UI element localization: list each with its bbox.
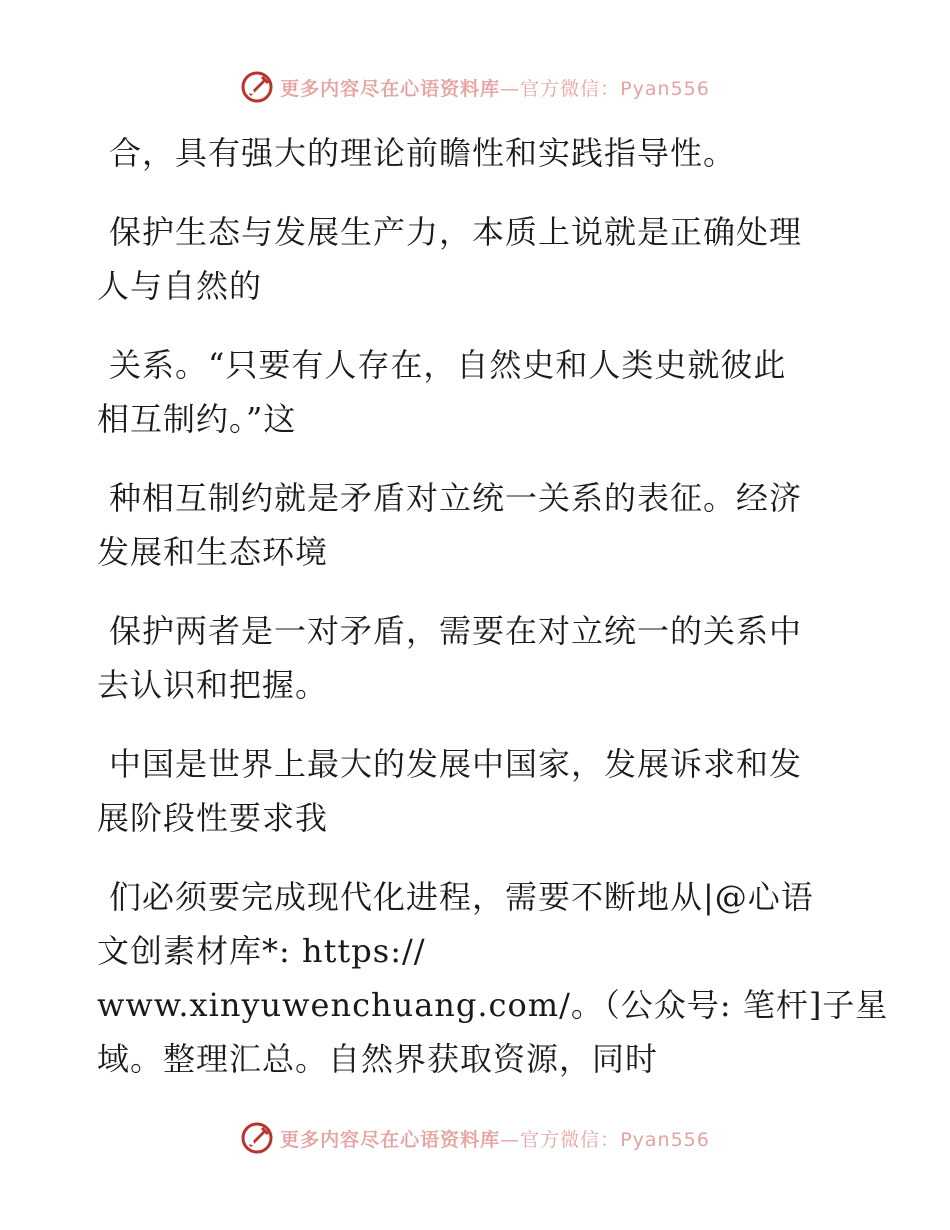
footer-wechat-id: Pyan556	[620, 1128, 710, 1151]
paragraph-6	[97, 737, 857, 845]
paragraph-3	[97, 338, 857, 446]
text-line: 合，具有强大的理论前瞻性和实践指导性。	[109, 134, 737, 172]
paragraph-2	[97, 205, 857, 313]
text-line: 域。整理汇总。自然界获取资源，同时	[97, 1040, 659, 1078]
footer-separator: —	[500, 1128, 521, 1151]
document-body	[97, 126, 889, 1111]
header-wechat-id: Pyan556	[620, 77, 710, 100]
footer-wechat-label: 官方微信：	[520, 1128, 621, 1151]
text-line: 展阶段性要求我	[97, 799, 329, 837]
text-line: 发展和生态环境	[97, 533, 329, 571]
paragraph-4	[97, 471, 857, 579]
header-banner	[0, 70, 950, 104]
text-line: 去认识和把握。	[97, 666, 329, 704]
text-line: 文创素材库*: https://	[97, 932, 426, 970]
text-line: 中国是世界上最大的发展中国家，发展诉求和发	[109, 745, 803, 783]
header-wechat-label: 官方微信：	[520, 77, 621, 100]
text-line: 种相互制约就是矛盾对立统一关系的表征。经济	[109, 479, 803, 517]
footer-promo	[280, 1125, 710, 1152]
header-promo-text: 更多内容尽在心语资料库	[280, 77, 501, 100]
text-line: 们必须要完成现代化进程，需要不断地从|@心语	[109, 878, 814, 916]
text-line: 保护生态与发展生产力，本质上说就是正确处理	[109, 213, 803, 251]
text-line: 相互制约。”这	[97, 400, 297, 438]
paragraph-5	[97, 604, 857, 712]
paragraph-7	[97, 870, 889, 1086]
text-line: www.xinyuwenchuang.com/。（公众号: 笔杆]子星	[97, 986, 889, 1024]
footer-banner	[0, 1121, 950, 1155]
text-line: 关系。“只要有人存在，自然史和人类史就彼此	[109, 346, 787, 384]
paragraph-1	[97, 126, 857, 180]
header-promo	[280, 74, 710, 101]
brand-logo-icon	[240, 1121, 274, 1155]
header-separator: —	[500, 77, 521, 100]
text-line: 保护两者是一对矛盾，需要在对立统一的关系中	[109, 612, 803, 650]
brand-logo-icon	[240, 70, 274, 104]
footer-promo-text: 更多内容尽在心语资料库	[280, 1128, 501, 1151]
text-line: 人与自然的	[97, 267, 263, 305]
